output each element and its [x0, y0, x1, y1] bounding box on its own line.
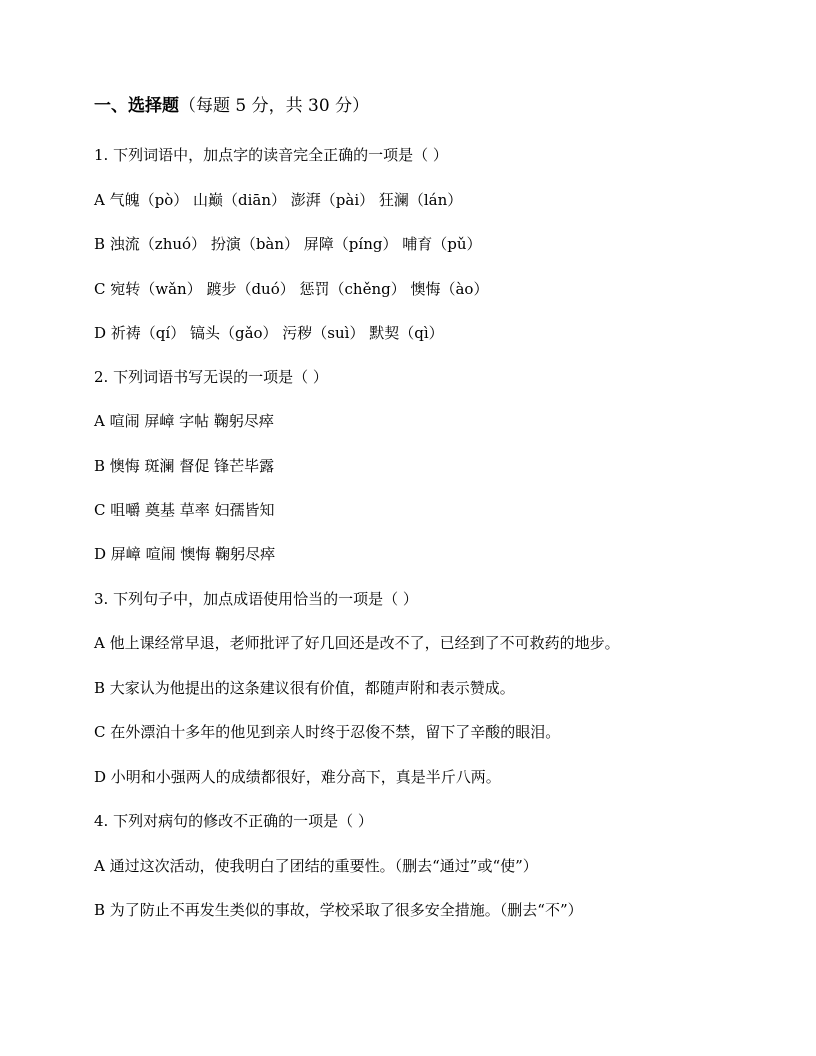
question-3-option-b: B 大家认为他提出的这条建议很有价值，都随声附和表示赞成。	[94, 679, 515, 697]
question-2-option-b: B 懊悔 斑澜 督促 锋芒毕露	[94, 457, 275, 475]
question-1-option-d: D 祈祷（qí） 镐头（gǎo） 污秽（suì） 默契（qì）	[94, 324, 444, 342]
question-2-option-a: A 喧闹 屏嶂 字帖 鞠躬尽瘁	[94, 412, 274, 430]
section-heading	[94, 94, 369, 118]
question-1-stem: 1. 下列词语中，加点字的读音完全正确的一项是（ ）	[94, 146, 448, 164]
section-title: 一、选择题	[94, 96, 179, 116]
question-3-option-d: D 小明和小强两人的成绩都很好，难分高下，真是半斤八两。	[94, 768, 501, 786]
question-2-option-d: D 屏嶂 喧闹 懊悔 鞠躬尽瘁	[94, 545, 276, 563]
question-4-option-b: B 为了防止不再发生类似的事故，学校采取了很多安全措施。（删去“不”）	[94, 901, 583, 919]
section-score-note: （每题 5 分，共 30 分）	[179, 96, 370, 116]
question-1-option-c: C 宛转（wǎn） 踱步（duó） 惩罚（chěng） 懊悔（ào）	[94, 280, 489, 298]
question-2-stem: 2. 下列词语书写无误的一项是（ ）	[94, 368, 328, 386]
question-4-option-a: A 通过这次活动，使我明白了团结的重要性。（删去“通过”或“使”）	[94, 857, 538, 875]
question-2-option-c: C 咀嚼 奠基 草率 妇孺皆知	[94, 501, 275, 519]
question-1-option-b: B 浊流（zhuó） 扮演（bàn） 屏障（píng） 哺育（pǔ）	[94, 235, 482, 253]
question-1-option-a: A 气魄（pò） 山巅（diān） 澎湃（pài） 狂澜（lán）	[94, 191, 463, 209]
question-3-option-a: A 他上课经常早退，老师批评了好几回还是改不了，已经到了不可救药的地步。	[94, 634, 620, 652]
question-3-option-c: C 在外漂泊十多年的他见到亲人时终于忍俊不禁，留下了辛酸的眼泪。	[94, 723, 561, 741]
question-4-stem: 4. 下列对病句的修改不正确的一项是（ ）	[94, 812, 373, 830]
question-3-stem: 3. 下列句子中，加点成语使用恰当的一项是（ ）	[94, 590, 418, 608]
